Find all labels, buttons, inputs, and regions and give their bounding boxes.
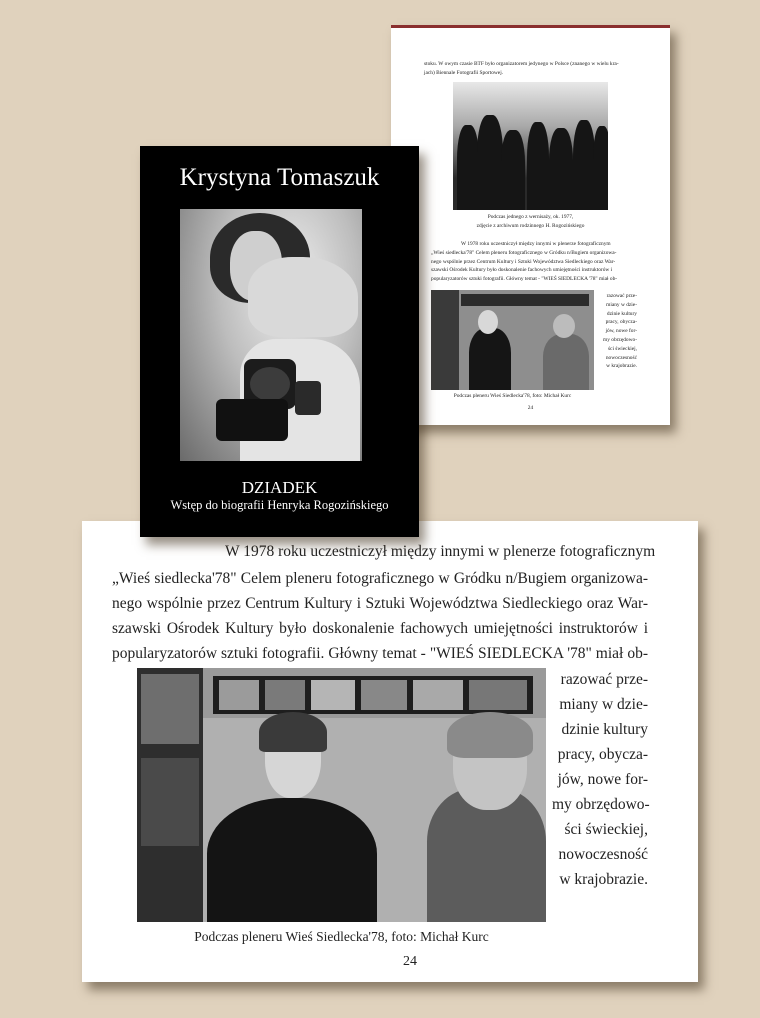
text-line: miany w dzie- (606, 301, 637, 308)
text-line: pracy, obycza- (605, 319, 637, 326)
text-line: szawski Ośrodek Kultury było doskonalenie fachowych umiejętności instruktorów i (112, 620, 648, 637)
text-line: „Wieś siedlecka'78" Celem pleneru fotograficznego w Gródku n/Bugiem organizowa- (431, 249, 617, 256)
text-line: dzinie kultury (606, 310, 637, 317)
text-line: my obrzędowo- (603, 336, 637, 343)
body-text (431, 240, 637, 284)
plener-photo (137, 668, 546, 922)
page-number: 24 (403, 954, 417, 969)
side-text (595, 292, 637, 371)
text-line: jów, nowe for- (557, 771, 648, 788)
photo-caption (424, 213, 637, 231)
text-line: ści świeckiej, (564, 821, 648, 838)
text-line: miany w dzie- (559, 696, 648, 713)
text-line: my obrzędowo- (552, 796, 650, 813)
text-line: popularyzatorów sztuki fotografii. Główny temat - "WIEŚ SIEDLECKA '78" miał ob- (112, 645, 648, 662)
caption-line: Podczas jednego z wernisaży, ok. 1977, (487, 214, 574, 220)
text-line: w krajobrazie. (606, 363, 637, 370)
text-line: nego wspólnie przez Centrum Kultury i Sztuki Województwa Siedleckiego oraz War- (431, 258, 616, 265)
photo-caption: Podczas pleneru Wieś Siedlecka'78, foto: Michał Kurc (453, 393, 572, 399)
text-line: jów, nowe for- (605, 328, 637, 335)
caption-line: zdjęcie z archiwum rodzinnego H. Rogozińskiego (476, 222, 585, 229)
page-preview-small (391, 25, 670, 425)
text-line: nego wspólnie przez Centrum Kultury i Sztuki Województwa Siedleckiego oraz War- (112, 595, 648, 612)
plener-photo-small (431, 290, 594, 390)
text-line: dzinie kultury (561, 721, 648, 738)
text-line: razować prze- (560, 671, 648, 688)
book-cover (140, 146, 419, 537)
text-line: W 1978 roku uczestniczył między innymi w plenerze fotograficznym (461, 241, 611, 247)
photo-caption: Podczas pleneru Wieś Siedlecka'78, foto: Michał Kurc (194, 929, 489, 944)
text-line: jach) Biennale Fotografii Sportowej. (424, 69, 504, 76)
text-line: ści świeckiej, (607, 345, 637, 352)
text-line: „Wieś siedlecka'78" Celem pleneru fotograficznego w Gródku n/Bugiem organizowa- (112, 570, 648, 587)
text-line: nowoczesność (605, 354, 637, 361)
intro-text (424, 60, 637, 78)
text-line: w krajobrazie. (559, 871, 648, 888)
text-line: pracy, obycza- (557, 746, 648, 763)
text-line: razować prze- (606, 293, 637, 299)
text-line: szawski Ośrodek Kultury było doskonalenie fachowych umiejętności instruktorów i (431, 267, 613, 274)
text-line: stoku. W owym czasie BTF było organizatorem jedynego w Polsce (znanego w wielu kra- (424, 61, 619, 67)
page-zoomed (82, 521, 698, 982)
text-line: popularyzatorów sztuki fotografii. Główny temat - "WIEŚ SIEDLECKA '78" miał ob- (431, 276, 618, 283)
page-number: 24 (527, 405, 534, 411)
vernissage-photo (453, 82, 608, 210)
text-line: W 1978 roku uczestniczył między innymi w plenerze fotograficznym (225, 543, 656, 560)
cover-subtitle: Wstęp do biografii Henryka Rogozińskiego (170, 498, 389, 512)
cover-portrait-photo (180, 209, 362, 461)
cover-title: DZIADEK (241, 478, 318, 497)
cover-author: Krystyna Tomaszuk (179, 164, 380, 191)
text-line: nowoczesność (558, 846, 648, 863)
